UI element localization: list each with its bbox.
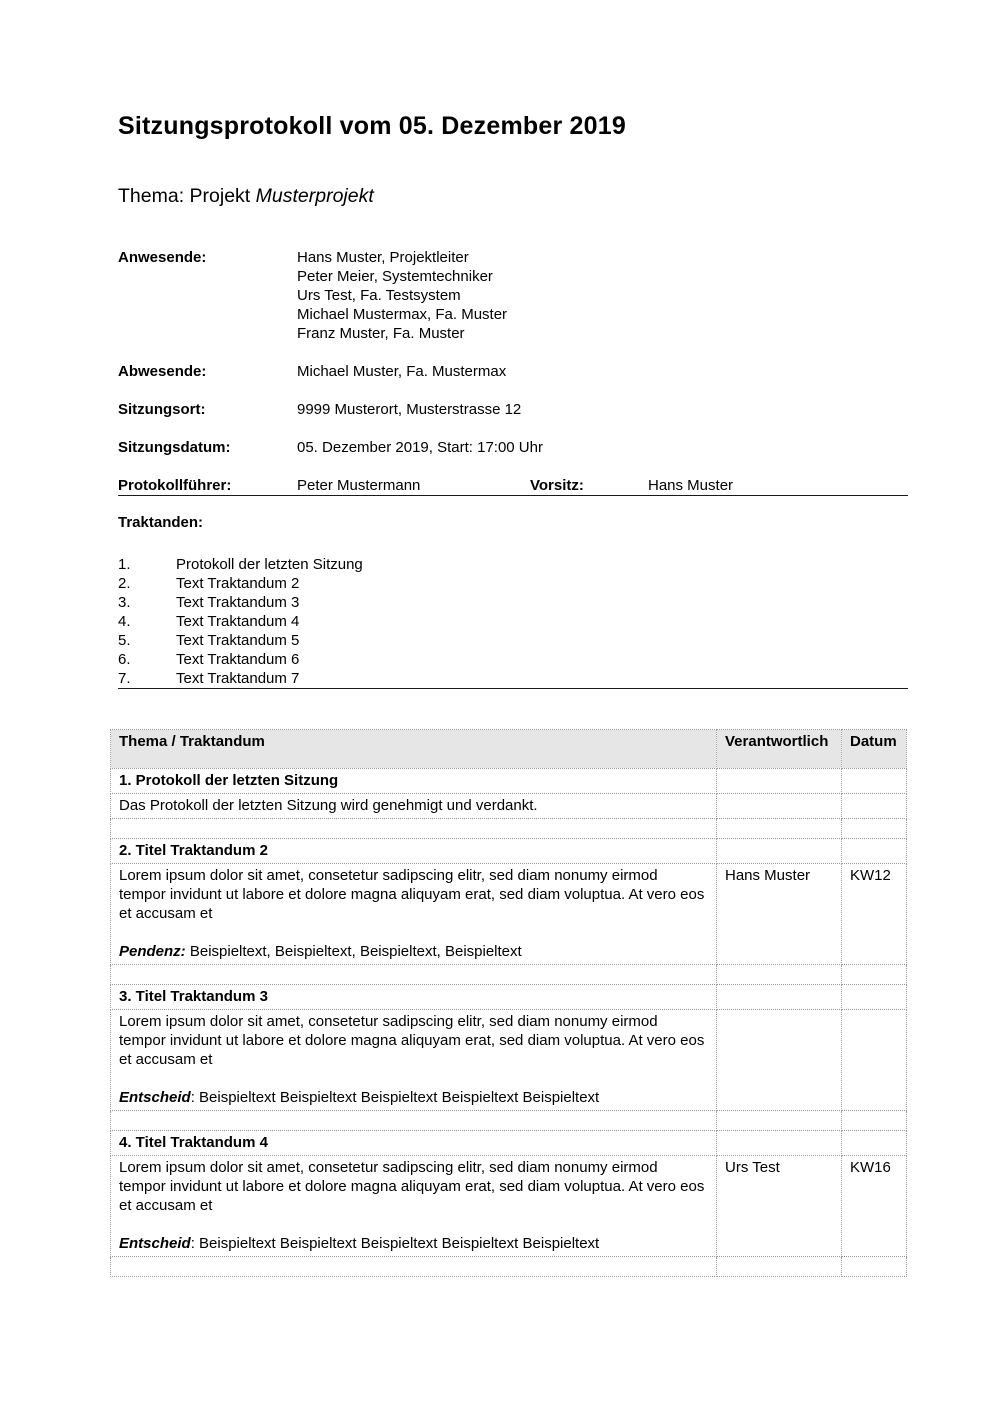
table-row-spacer xyxy=(111,819,907,839)
agenda-number: 7. xyxy=(118,670,131,687)
topic-body: Lorem ipsum dolor sit amet, consetetur sadipscing elitr, sed diam nonumy eirmod tempor invidunt ut labore et dolore magna aliquyam erat, sed diam voluptua. At vero eos et accusam et xyxy=(119,1159,705,1214)
topic-note xyxy=(119,1088,708,1107)
note-label: Pendenz: xyxy=(119,943,186,960)
date-cell xyxy=(842,794,907,819)
empty-cell xyxy=(717,965,842,985)
agenda-item xyxy=(118,555,908,574)
agenda-heading: Traktanden: xyxy=(118,514,204,531)
agenda-item xyxy=(118,650,908,669)
agenda-text: Protokoll der letzten Sitzung xyxy=(176,556,363,573)
document-subject xyxy=(118,185,908,208)
responsible-cell xyxy=(717,769,842,794)
agenda-item xyxy=(118,669,908,688)
document-content xyxy=(118,0,908,1277)
agenda-item xyxy=(118,574,908,593)
agenda-number: 1. xyxy=(118,556,131,573)
agenda-list xyxy=(118,555,908,688)
date-cell xyxy=(842,1010,907,1111)
table-row-topic-content xyxy=(111,864,907,965)
agenda-item xyxy=(118,593,908,612)
topic-content xyxy=(111,1010,717,1111)
recorder-value: Peter Mustermann xyxy=(297,477,421,494)
page-title: Sitzungsprotokoll vom 05. Dezember 2019 xyxy=(118,112,626,140)
recorder-label: Protokollführer: xyxy=(118,477,232,494)
empty-cell xyxy=(842,1111,907,1131)
absentee: Michael Muster, Fa. Mustermax xyxy=(297,363,507,380)
absentees-label: Abwesende: xyxy=(118,363,207,380)
agenda-item xyxy=(118,631,908,650)
location-value: 9999 Musterort, Musterstrasse 12 xyxy=(297,401,522,418)
topic-title: 2. Titel Traktandum 2 xyxy=(111,839,717,864)
agenda-number: 4. xyxy=(118,613,131,630)
location-label: Sitzungsort: xyxy=(118,401,206,418)
note-label: Entscheid xyxy=(119,1235,191,1252)
column-header-verantwortlich: Verantwortlich xyxy=(717,730,842,769)
responsible-cell xyxy=(717,985,842,1010)
table-row-topic-content xyxy=(111,1156,907,1257)
chair-value: Hans Muster xyxy=(648,477,734,494)
topic-text: Das Protokoll der letzten Sitzung wird genehmigt und verdankt. xyxy=(111,794,717,819)
empty-cell xyxy=(717,1257,842,1277)
table-row-topic-title xyxy=(111,839,907,864)
responsible-cell: Hans Muster xyxy=(717,864,842,965)
note-text: Beispieltext, Beispieltext, Beispieltext, Beispieltext xyxy=(185,943,522,960)
topic-body: Lorem ipsum dolor sit amet, consetetur sadipscing elitr, sed diam nonumy eirmod tempor invidunt ut labore et dolore magna aliquyam erat, sed diam voluptua. At vero eos et accusam et xyxy=(119,867,705,922)
absentees-row xyxy=(118,362,908,381)
agenda-number: 5. xyxy=(118,632,131,649)
agenda-text: Text Traktandum 6 xyxy=(176,651,300,668)
topic-title: 3. Titel Traktandum 3 xyxy=(111,985,717,1010)
topic-content xyxy=(111,1156,717,1257)
empty-cell xyxy=(111,1111,717,1131)
chair-label: Vorsitz: xyxy=(530,477,584,494)
attendees-list xyxy=(297,248,908,343)
responsible-cell xyxy=(717,1131,842,1156)
table-row-spacer xyxy=(111,1111,907,1131)
table-row-topic-title xyxy=(111,1131,907,1156)
topic-note xyxy=(119,942,708,961)
meeting-info xyxy=(118,248,908,495)
table-row-topic-title xyxy=(111,769,907,794)
date-cell xyxy=(842,985,907,1010)
responsible-cell xyxy=(717,839,842,864)
attendee: Michael Mustermax, Fa. Muster xyxy=(297,306,508,323)
divider xyxy=(118,495,908,496)
empty-cell xyxy=(717,1111,842,1131)
table-row-topic-text xyxy=(111,794,907,819)
empty-cell xyxy=(842,1257,907,1277)
agenda-text: Text Traktandum 2 xyxy=(176,575,300,592)
topics-table xyxy=(110,729,907,1277)
attendees-label: Anwesende: xyxy=(118,249,207,266)
table-row-spacer xyxy=(111,1257,907,1277)
date-label: Sitzungsdatum: xyxy=(118,439,231,456)
project-name: Musterprojekt xyxy=(255,185,374,207)
agenda-section xyxy=(118,513,908,688)
agenda-text: Text Traktandum 5 xyxy=(176,632,300,649)
date-cell xyxy=(842,839,907,864)
empty-cell xyxy=(717,819,842,839)
column-header-datum: Datum xyxy=(842,730,907,769)
agenda-text: Text Traktandum 3 xyxy=(176,594,300,611)
date-cell xyxy=(842,1131,907,1156)
agenda-number: 2. xyxy=(118,575,131,592)
responsible-cell: Urs Test xyxy=(717,1156,842,1257)
empty-cell xyxy=(842,819,907,839)
topic-body: Lorem ipsum dolor sit amet, consetetur sadipscing elitr, sed diam nonumy eirmod tempor invidunt ut labore et dolore magna aliquyam erat, sed diam voluptua. At vero eos et accusam et xyxy=(119,1013,705,1068)
note-text: : Beispieltext Beispieltext Beispieltext Beispieltext Beispieltext xyxy=(190,1089,600,1106)
agenda-number: 3. xyxy=(118,594,131,611)
recorder-row xyxy=(118,476,908,495)
topic-title: 4. Titel Traktandum 4 xyxy=(111,1131,717,1156)
empty-cell xyxy=(111,965,717,985)
responsible-cell xyxy=(717,1010,842,1111)
empty-cell xyxy=(111,1257,717,1277)
topic-title: 1. Protokoll der letzten Sitzung xyxy=(111,769,717,794)
table-row-topic-title xyxy=(111,985,907,1010)
date-cell: KW16 xyxy=(842,1156,907,1257)
attendee: Franz Muster, Fa. Muster xyxy=(297,325,465,342)
empty-cell xyxy=(111,819,717,839)
empty-cell xyxy=(842,965,907,985)
agenda-text: Text Traktandum 7 xyxy=(176,670,300,687)
location-row xyxy=(118,400,908,419)
topic-content xyxy=(111,864,717,965)
responsible-cell xyxy=(717,794,842,819)
table-row-spacer xyxy=(111,965,907,985)
agenda-text: Text Traktandum 4 xyxy=(176,613,300,630)
note-text: : Beispieltext Beispieltext Beispieltext Beispieltext Beispieltext xyxy=(190,1235,600,1252)
note-label: Entscheid xyxy=(119,1089,191,1106)
divider xyxy=(118,688,908,689)
subject-prefix: Thema: Projekt xyxy=(118,185,256,207)
date-value: 05. Dezember 2019, Start: 17:00 Uhr xyxy=(297,439,543,456)
agenda-number: 6. xyxy=(118,651,131,668)
date-cell xyxy=(842,769,907,794)
column-header-thema: Thema / Traktandum xyxy=(111,730,717,769)
attendee: Urs Test, Fa. Testsystem xyxy=(297,287,461,304)
topic-note xyxy=(119,1234,708,1253)
table-header-row xyxy=(111,730,907,769)
attendees-row xyxy=(118,248,908,343)
table-row-topic-content xyxy=(111,1010,907,1111)
date-cell: KW12 xyxy=(842,864,907,965)
attendee: Hans Muster, Projektleiter xyxy=(297,249,469,266)
agenda-item xyxy=(118,612,908,631)
date-row xyxy=(118,438,908,457)
attendee: Peter Meier, Systemtechniker xyxy=(297,268,493,285)
